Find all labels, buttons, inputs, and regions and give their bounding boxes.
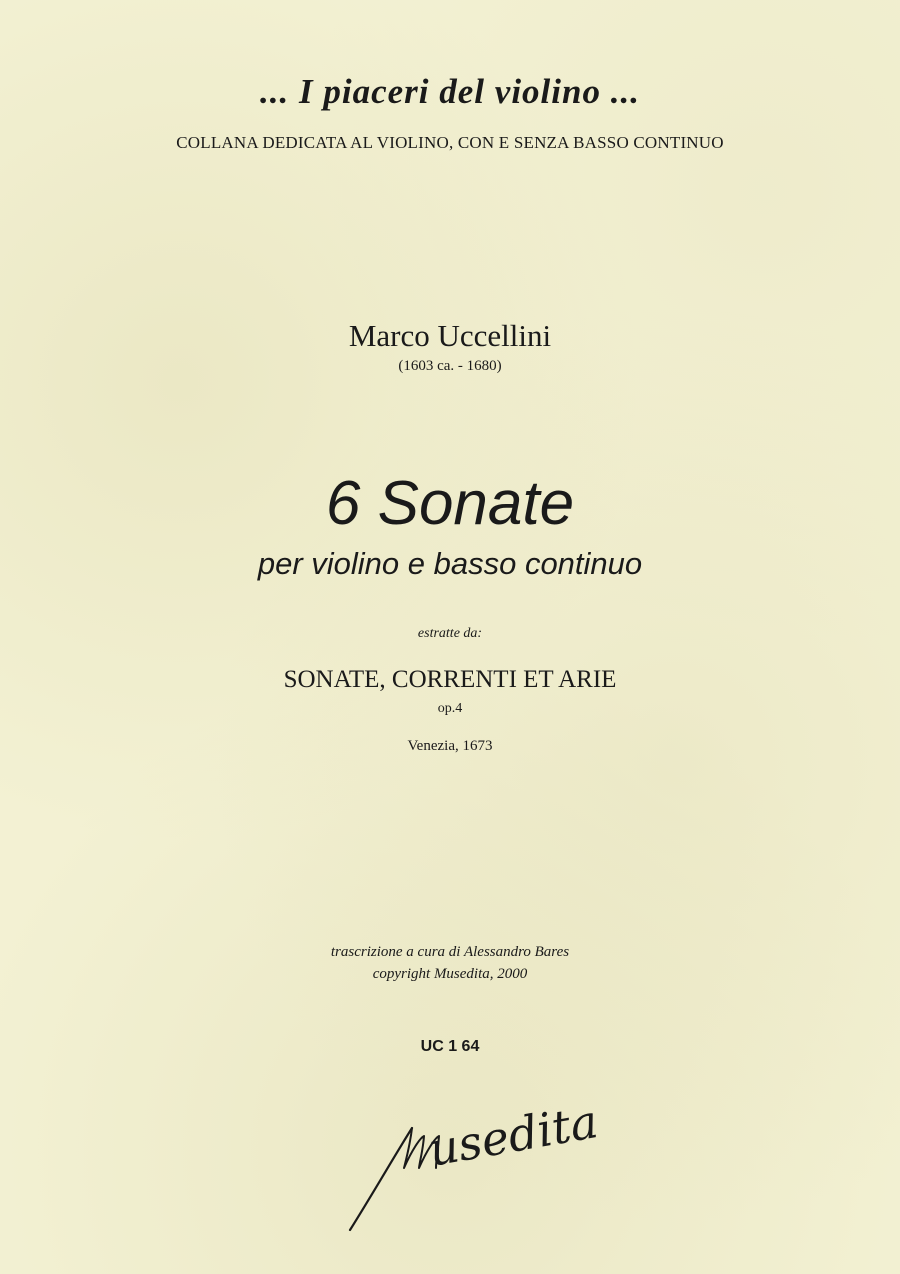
source-collection-title: SONATE, CORRENTI ET ARIE [283,666,617,693]
publication-place-date: Venezia, 1673 [407,738,493,754]
work-subtitle: per violino e basso continuo [257,546,643,581]
opus-number: op.4 [437,701,463,716]
composer-name: Marco Uccellini [348,318,552,353]
catalog-number: UC 1 64 [420,1038,480,1055]
extracted-from-label: estratte da: [417,626,483,641]
series-title: ... I piaceri del violino ... [260,72,640,111]
composer-dates: (1603 ca. - 1680) [398,358,502,374]
series-subtitle: COLLANA DEDICATA AL VIOLINO, CON E SENZA BASSO CONTINUO [176,133,724,152]
musedita-logo-icon [320,1080,602,1240]
work-title: 6 Sonate [325,469,575,538]
copyright-notice: copyright Musedita, 2000 [372,966,528,982]
svg-text:usedita: usedita [424,1094,602,1177]
transcription-credit: trascrizione a cura di Alessandro Bares [330,944,570,960]
